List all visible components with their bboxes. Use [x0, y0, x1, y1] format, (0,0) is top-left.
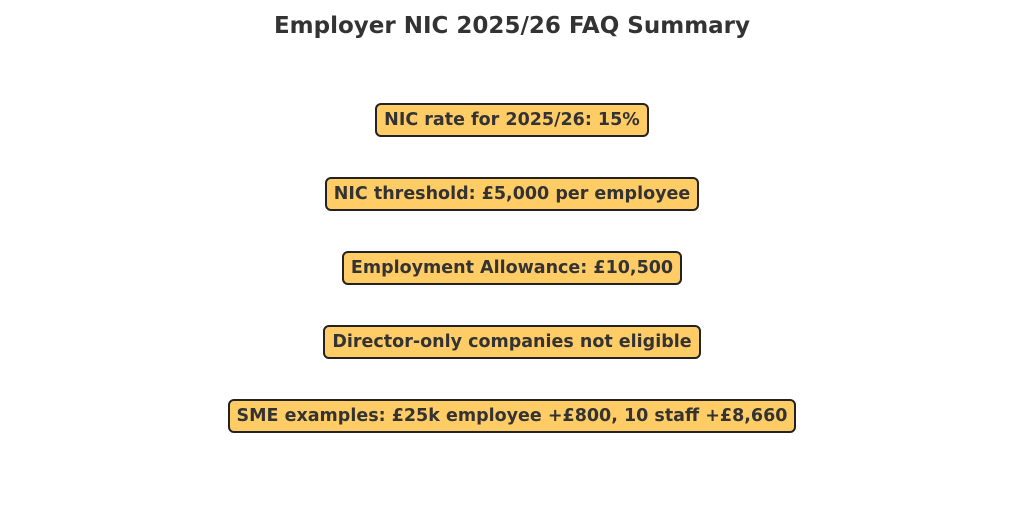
faq-row: [0, 325, 1024, 399]
faq-box-nic-rate: NIC rate for 2025/26: 15%: [375, 103, 649, 137]
faq-row: [0, 177, 1024, 251]
faq-box-sme-examples: SME examples: £25k employee +£800, 10 staff +£8,660: [228, 399, 797, 433]
diagram-title: Employer NIC 2025/26 FAQ Summary: [273, 13, 751, 39]
faq-row: [0, 103, 1024, 177]
faq-row: [0, 399, 1024, 473]
faq-box-director-only: Director-only companies not eligible: [323, 325, 700, 359]
faq-box-nic-threshold: NIC threshold: £5,000 per employee: [325, 177, 699, 211]
faq-box-list: [0, 103, 1024, 473]
faq-row: [0, 251, 1024, 325]
faq-box-employment-allowance: Employment Allowance: £10,500: [342, 251, 682, 285]
